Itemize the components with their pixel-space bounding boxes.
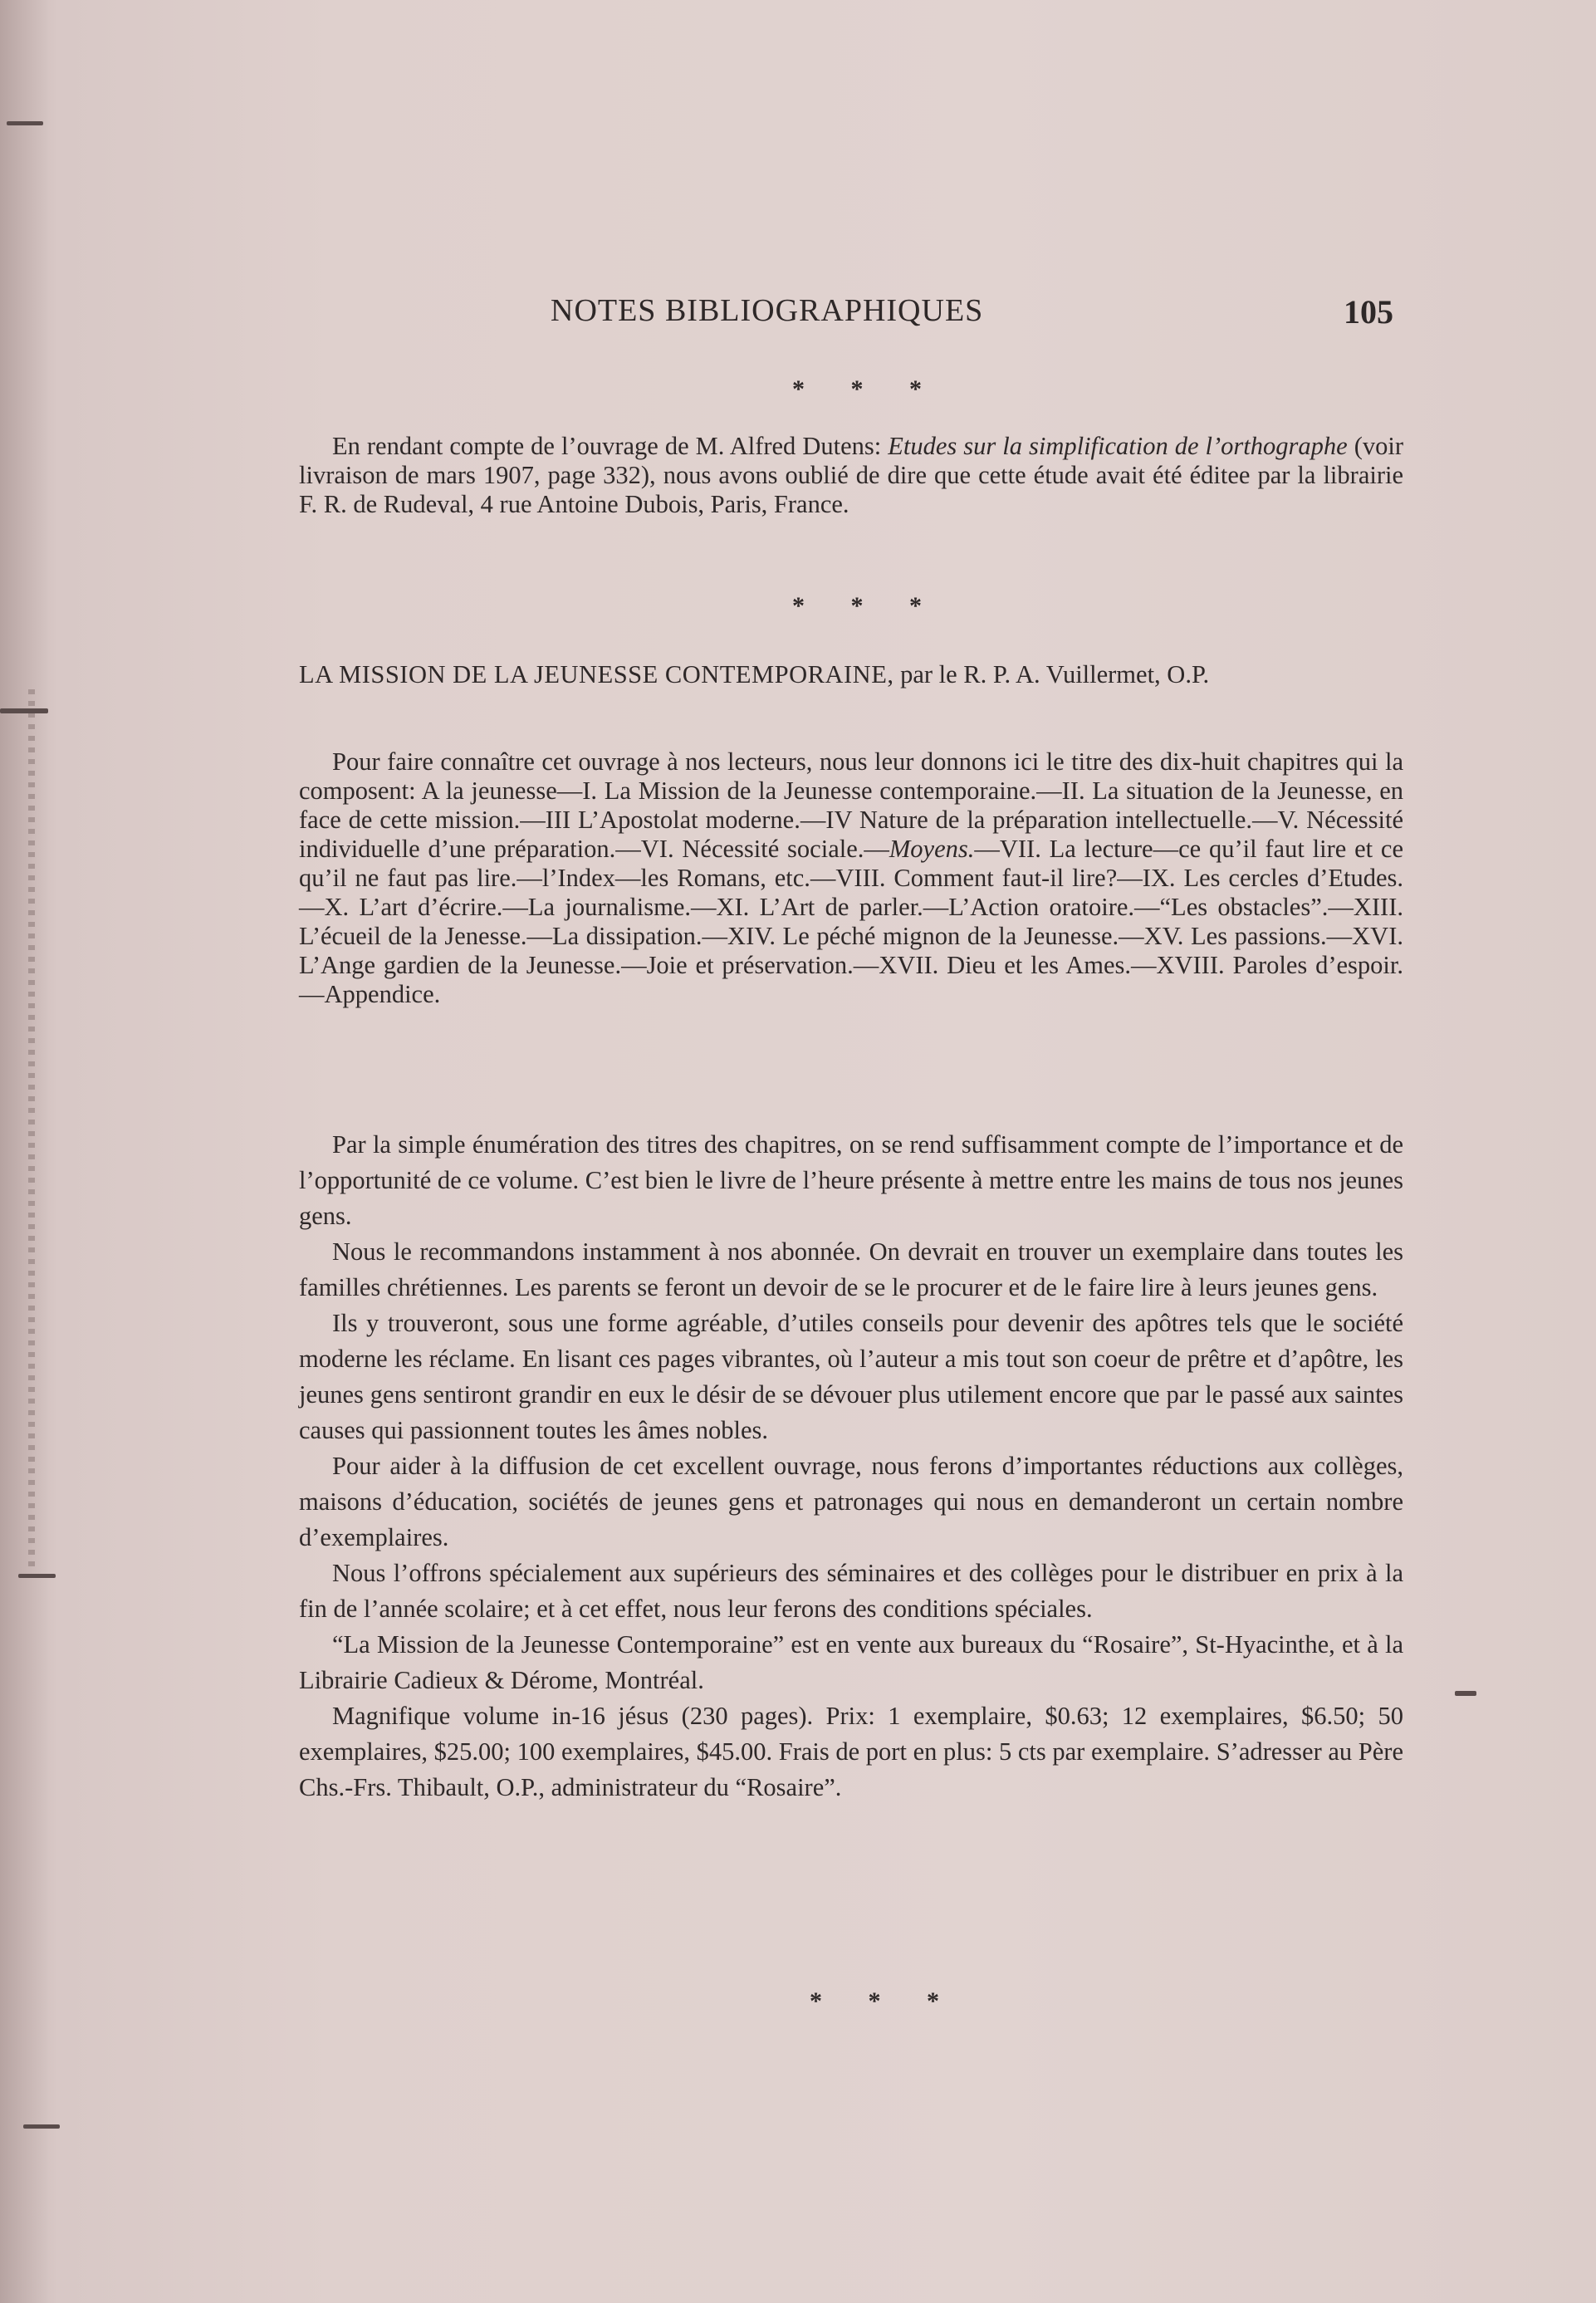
running-title: NOTES BIBLIOGRAPHIQUES <box>551 293 984 328</box>
binding-mark-2 <box>0 708 48 713</box>
review-paragraph: Magnifique volume in-16 jésus (230 pages). Prix: 1 exemplaire, $0.63; 12 exemplaires, $6.50; 50 exemplaires, $25.00; 100 exemplaires, $45.00. Frais de port en plus: 5 cts par exemplaire. S’adresser au Père Chs.-Frs. Thibault, O.P., administrateur du “Rosaire”. <box>299 1702 1403 1801</box>
note-text-after-title: (voir livraison de mars 1907, page 332), nous avons oublié de dire que cette étude avait été éditee par la librairie F. R. de Rudeval, 4 rue Antoine Dubois, Paris, France. <box>299 432 1403 518</box>
chapter-list-after: —VII. La lecture—ce qu’il faut lire et ce qu’il ne faut pas lire.—l’Index—les Romans, etc.—VIII. Comment faut-il lire?—IX. Les cercles d’Etudes.—X. L’art d’écrire.—La journalisme.—XI. L’Art de parler.—L’Action oratoire.—“Les obstacles”.—XIII. L’écueil de la Jenesse.—La dissipation.—XIV. Le péché mignon de la Jeunesse.—XV. Les passions.—XVI. L’Ange gardien de la Jeunesse.—Joie et préservation.—XVII. Dieu et les Ames.—XVIII. Paroles d’espoir.—Appendice. <box>299 835 1403 1008</box>
paper-speck-right <box>1455 1691 1476 1696</box>
review-body <box>299 1127 1403 1806</box>
binding-mark-1 <box>7 121 43 125</box>
chapter-list-before: Pour faire connaître cet ouvrage à nos lecteurs, nous leur donnons ici le titre des dix-huit chapitres qui la composent: A la jeunesse—I. La Mission de la Jeunesse contemporaine.—II. La situation de la Jeunesse, en face de cette mission.—III L’Apostolat moderne.—IV Nature de la préparation intellectuelle.—V. Nécessité individuelle d’une préparation.—VI. Nécessité sociale.— <box>299 747 1403 863</box>
page-number: 105 <box>1344 293 1393 331</box>
binding-stitches <box>28 689 35 1570</box>
book-title-dutens: Etudes sur la simplification de l’orthographe <box>888 432 1348 460</box>
review-paragraph: “La Mission de la Jeunesse Contemporaine” est en vente aux bureaux du “Rosaire”, St-Hyacinthe, et à la Librairie Cadieux & Dérome, Montréal. <box>299 1630 1403 1694</box>
bibliographic-note-dutens <box>299 432 1403 519</box>
section-separator-2: * * * <box>792 592 942 620</box>
page-header <box>551 292 1393 334</box>
page-binding-edge <box>0 0 48 2303</box>
note-text-before-title: En rendant compte de l’ouvrage de M. Alfred Dutens: <box>332 432 889 460</box>
review-paragraph: Ils y trouveront, sous une forme agréable, d’utiles conseils pour devenir des apôtres tels que le société moderne les réclame. En lisant ces pages vibrantes, où l’auteur a mis tout son coeur de prêtre et d’apôtre, les jeunes gens sentiront grandir en eux le désir de se dévouer plus utilement encore que par le passé aux saintes causes qui passionnent toutes les âmes nobles. <box>299 1309 1403 1444</box>
review-paragraph: Nous le recommandons instamment à nos abonnée. On devrait en trouver un exemplaire dans toutes les familles chrétiennes. Les parents se feront un devoir de se le procurer et de le faire lire à leurs jeunes gens. <box>299 1237 1403 1301</box>
review-contents-paragraph <box>299 747 1403 1009</box>
review-paragraph: Pour aider à la diffusion de cet excellent ouvrage, nous ferons d’importantes réductions aux collèges, maisons d’éducation, sociétés de jeunes gens et patronages qui nous en demanderont un certain nombre d’exemplaires. <box>299 1452 1403 1551</box>
section-separator-1: * * * <box>792 375 942 403</box>
chapter-list-italic: Moyens. <box>889 835 975 863</box>
binding-mark-4 <box>23 2124 60 2129</box>
review-book-title: LA MISSION DE LA JEUNESSE CONTEMPORAINE, <box>299 660 894 688</box>
section-separator-3: * * * <box>810 1987 959 2015</box>
review-paragraph: Par la simple énumération des titres des chapitres, on se rend suffisamment compte de l’importance et de l’opportunité de ce volume. C’est bien le livre de l’heure présente à mettre entre les mains de tous nos jeunes gens. <box>299 1130 1403 1230</box>
review-book-author: par le R. P. A. Vuillermet, O.P. <box>893 660 1210 688</box>
binding-mark-3 <box>18 1574 56 1578</box>
review-paragraph: Nous l’offrons spécialement aux supérieurs des séminaires et des collèges pour le distribuer en prix à la fin de l’année scolaire; et à cet effet, nous leur ferons des conditions spéciales. <box>299 1559 1403 1623</box>
review-heading <box>299 660 1403 689</box>
